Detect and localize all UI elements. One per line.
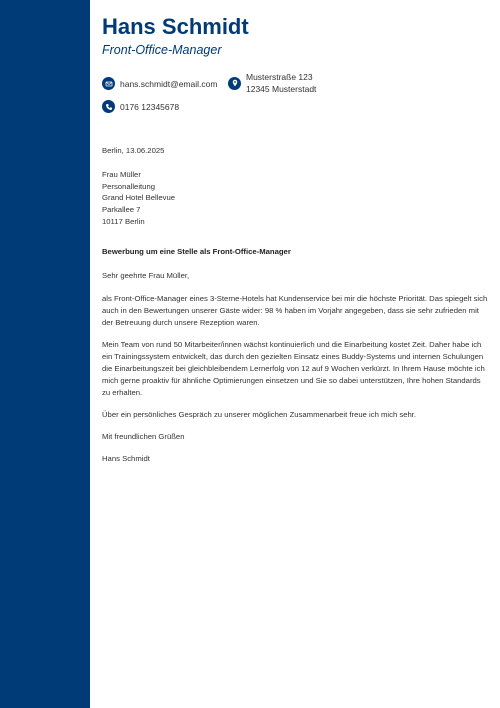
recipient-line: 10117 Berlin: [102, 216, 145, 226]
signature: Hans Schmidt: [102, 453, 150, 463]
location-icon: [228, 77, 241, 90]
email-icon: [102, 77, 115, 90]
recipient-line: Frau Müller: [102, 170, 141, 179]
recipient-line: Grand Hotel Bellevue: [102, 193, 176, 203]
paragraph-2: Mein Team von rund 50 Mitarbeiter/innen wächst kontinuierlich und die Einarbeitung kostet Zeit. Daher habe ich ein Trainingssystem entwickelt, das durch den gezielten Einsatz eines Buddy-Systems und internen Schulungen die Einarbeitungszeit bei gleichbleibendem Lernerfolg von 12 auf 9 Wochen verkürzt. In Ihrem Hause möchte ich mich gerne proaktiv für ähnliche Optimierungen einsetzen und Sie so dabei unterstützen, Ihre hohen Standards zu erhalten.: [102, 339, 485, 397]
closing: Mit freundlichen Grüßen: [102, 431, 185, 441]
email-text[interactable]: hans.schmidt@email.com: [120, 78, 218, 89]
address-line-1: Musterstraße 123: [246, 72, 313, 82]
recipient-address: [102, 169, 490, 228]
letter-body: [102, 145, 490, 475]
paragraph-3: Über ein persönliches Gespräch zu unserer möglichen Zusammenarbeit freue ich mich sehr.: [102, 409, 417, 419]
sidebar-accent-bar: [0, 0, 90, 708]
contact-phone: [102, 100, 179, 113]
phone-icon: [102, 100, 115, 113]
job-title: Front-Office-Manager: [102, 43, 222, 57]
paragraph-1: als Front-Office-Manager eines 3-Sterne-Hotels hat Kundenservice bei mir die höchste Priorität. Das spiegelt sich auch in den Bewertungen unserer Gäste wider: 98 % haben im Vorjahr angegeben, dass sie sehr zufrieden mit der Betreuung durch unsere Rezeption waren.: [102, 293, 488, 327]
contact-email: [102, 77, 217, 90]
applicant-name: Hans Schmidt: [102, 14, 249, 39]
address-line-2: 12345 Musterstadt: [246, 84, 317, 94]
recipient-line: Personalleitung: [102, 181, 155, 191]
phone-text[interactable]: 0176 12345678: [120, 101, 180, 112]
place-date: Berlin, 13.06.2025: [102, 146, 165, 155]
salutation: Sehr geehrte Frau Müller,: [102, 270, 190, 280]
recipient-line: Parkallee 7: [102, 205, 141, 215]
contact-address: [228, 71, 316, 95]
letter-subject: Bewerbung um eine Stelle als Front-Office-Manager: [102, 246, 291, 256]
